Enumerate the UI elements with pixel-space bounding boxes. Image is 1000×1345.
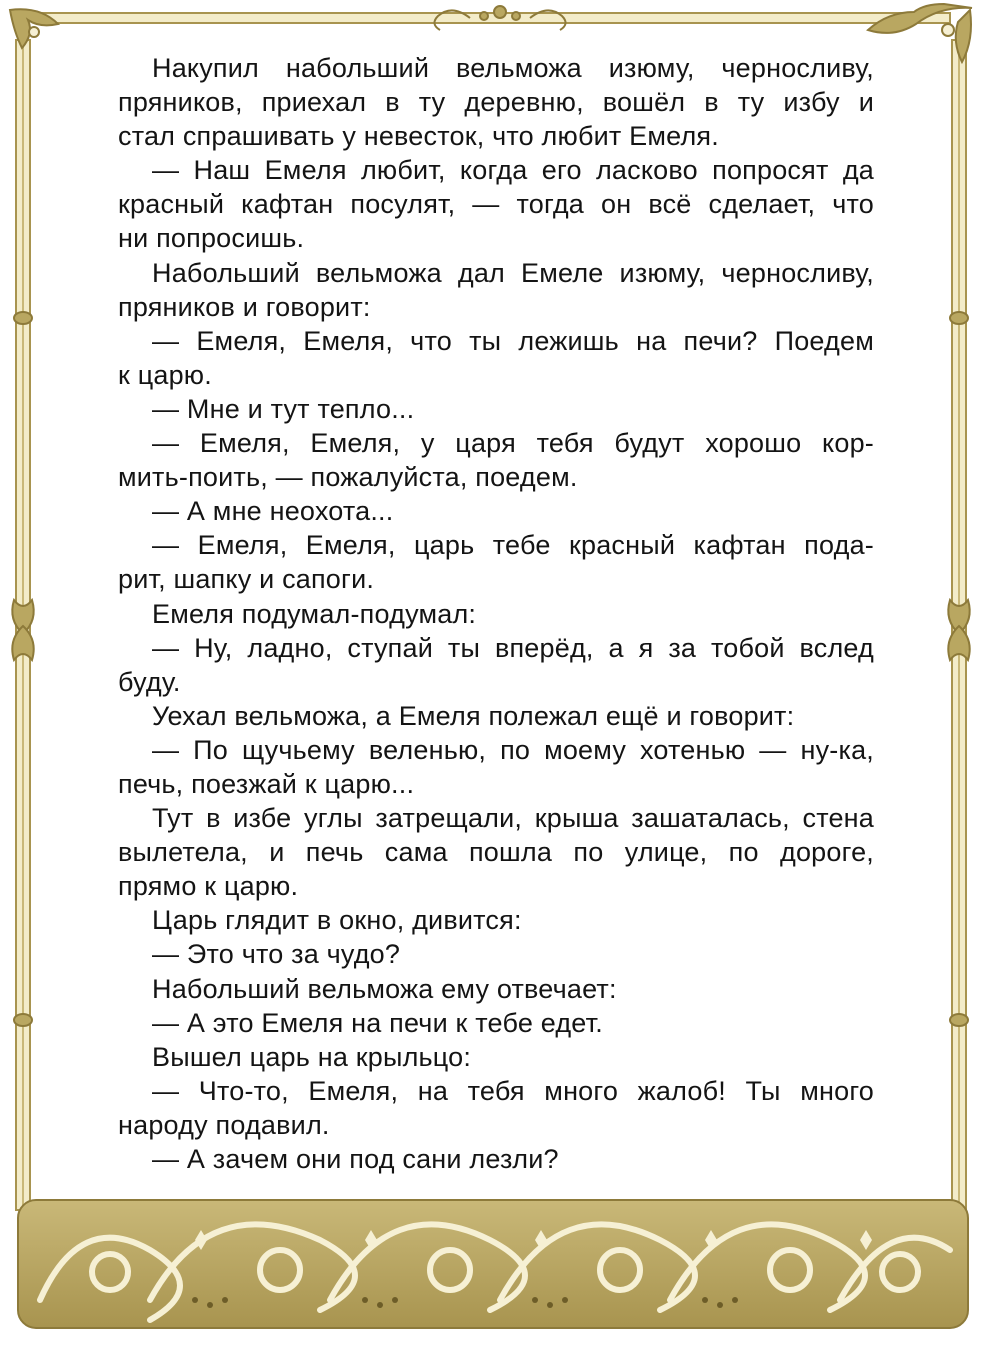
text-line: — Емеля, Емеля, что ты лежишь на печи? Поедем: [152, 325, 874, 356]
text-line: Тут в избе углы затрещали, крыша зашаталась, стена: [152, 803, 874, 834]
text-line: красный кафтан посулят, — тогда он всё сделает, что: [118, 189, 874, 220]
text-line: Набольший вельможа ему отвечает:: [152, 973, 617, 1004]
text-line: — Это что за чудо?: [152, 939, 401, 970]
text-line: рит, шапку и сапоги.: [118, 564, 375, 595]
text-line: — Ну, ладно, ступай ты вперёд, а я за тобой вслед: [152, 632, 874, 663]
text-line: буду.: [118, 666, 181, 697]
text-line: ни попросишь.: [118, 223, 305, 254]
text-line: к царю.: [118, 359, 212, 390]
text-line: стал спрашивать у невесток, что любит Емеля.: [118, 121, 719, 152]
text-line: — Что-то, Емеля, на тебя много жалоб! Ты много: [152, 1075, 874, 1106]
text-line: народу подавил.: [118, 1109, 330, 1140]
story-text: [118, 51, 874, 1176]
text-line: Набольший вельможа дал Емеле изюму, черносливу,: [152, 257, 874, 288]
text-line: Емеля подумал-подумал:: [152, 598, 477, 629]
text-line: — Емеля, Емеля, царь тебе красный кафтан пода-: [152, 530, 874, 561]
text-line: пряников и говорит:: [118, 291, 371, 322]
text-line: мить-поить, — пожалуйста, поедем.: [118, 462, 578, 493]
text-line: Вышел царь на крыльцо:: [152, 1041, 472, 1072]
text-line: печь, поезжай к царю...: [118, 768, 415, 799]
text-line: — А мне неохота...: [152, 496, 394, 527]
text-line: Накупил набольший вельможа изюму, черносливу,: [152, 53, 874, 83]
text-line: вылетела, и печь сама пошла по улице, по дороге,: [118, 837, 874, 868]
text-line: — Наш Емеля любит, когда его ласково попросят да: [152, 155, 874, 186]
bottom-ornament-band: [18, 1200, 968, 1328]
text-line: — По щучьему веленью, по моему хотенью — ну-ка,: [152, 734, 874, 765]
text-line: Уехал вельможа, а Емеля полежал ещё и говорит:: [152, 700, 795, 731]
text-line: пряников, приехал в ту деревню, вошёл в ту избу и: [118, 87, 874, 118]
text-line: — А это Емеля на печи к тебе едет.: [152, 1007, 603, 1038]
text-line: прямо к царю.: [118, 871, 299, 902]
text-line: — Емеля, Емеля, у царя тебя будут хорошо кор-: [152, 428, 874, 459]
text-line: Царь глядит в окно, дивится:: [152, 905, 522, 936]
text-line: — А зачем они под сани лезли?: [152, 1144, 559, 1174]
text-line: — Мне и тут тепло...: [152, 393, 415, 424]
